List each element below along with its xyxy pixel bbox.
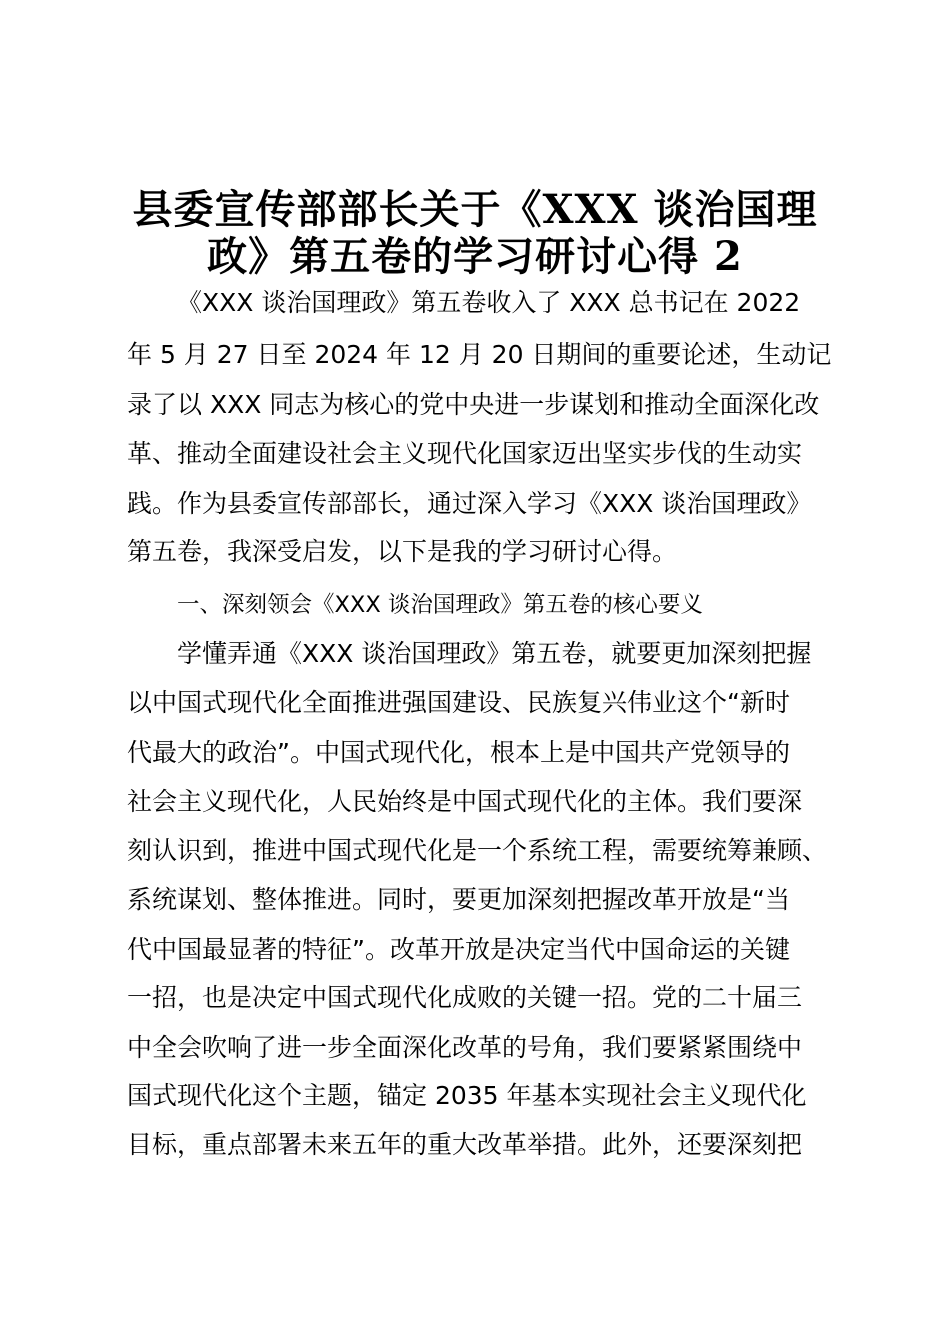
document-title-line-1: 县委宣传部部长关于《XXX 谈治国理 [132, 186, 818, 233]
paragraph-line: 学懂弄通《XXX 谈治国理政》第五卷，就要更加深刻把握 [177, 639, 812, 668]
paragraph-line: 一招，也是决定中国式现代化成败的关键一招。党的二十届三 [127, 983, 803, 1012]
paragraph-line: 国式现代化这个主题，锚定 2035 年基本实现社会主义现代化 [127, 1081, 807, 1110]
paragraph-line: 革、推动全面建设社会主义现代化国家迈出坚实步伐的生动实 [127, 439, 803, 468]
paragraph-line: 中全会吹响了进一步全面深化改革的号角，我们要紧紧围绕中 [127, 1033, 803, 1062]
paragraph-line: 系统谋划、整体推进。同时，要更加深刻把握改革开放是“当 [127, 885, 790, 914]
paragraph-line: 践。作为县委宣传部部长，通过深入学习《XXX 谈治国理政》 [127, 489, 812, 518]
paragraph-line: 目标，重点部署未来五年的重大改革举措。此外，还要深刻把 [127, 1130, 803, 1159]
paragraph-line: 社会主义现代化，人民始终是中国式现代化的主体。我们要深 [127, 787, 803, 816]
document-title-line-2: 政》第五卷的学习研讨心得 2 [207, 233, 743, 280]
paragraph-line: 以中国式现代化全面推进强国建设、民族复兴伟业这个“新时 [127, 688, 790, 717]
paragraph-line: 第五卷，我深受启发，以下是我的学习研讨心得。 [127, 537, 678, 566]
paragraph-line: 年 5 月 27 日至 2024 年 12 月 20 日期间的重要论述，生动记 [127, 340, 832, 369]
paragraph-line: 代中国最显著的特征”。改革开放是决定当代中国命运的关键 [127, 935, 790, 964]
paragraph-line: 代最大的政治”。中国式现代化，根本上是中国共产党领导的 [127, 738, 790, 767]
paragraph-line: 刻认识到，推进中国式现代化是一个系统工程，需要统筹兼顾、 [127, 836, 828, 865]
paragraph-line: 《XXX 谈治国理政》第五卷收入了 XXX 总书记在 2022 [177, 288, 801, 317]
paragraph-line: 录了以 XXX 同志为核心的党中央进一步谋划和推动全面深化改 [127, 390, 820, 419]
section-heading: 一、深刻领会《XXX 谈治国理政》第五卷的核心要义 [177, 592, 703, 618]
